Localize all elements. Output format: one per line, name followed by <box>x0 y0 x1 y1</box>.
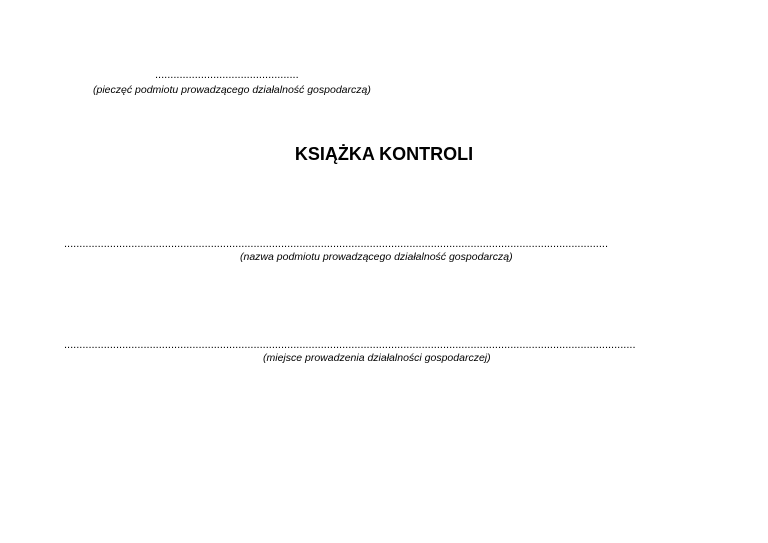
business-location-caption: (miejsce prowadzenia działalności gospodarczej) <box>263 352 491 364</box>
stamp-caption: (pieczęć podmiotu prowadzącego działalność gospodarczą) <box>93 84 371 96</box>
business-location-dotted-line: ........................................................................................................................................................................................... <box>64 339 636 351</box>
entity-name-caption: (nazwa podmiotu prowadzącego działalność gospodarczą) <box>240 251 513 263</box>
entity-name-dotted-line: .................................................................................................................................................................................. <box>64 238 608 250</box>
stamp-dotted-line: ............................................... <box>155 69 299 81</box>
document-title: KSIĄŻKA KONTROLI <box>294 144 474 164</box>
